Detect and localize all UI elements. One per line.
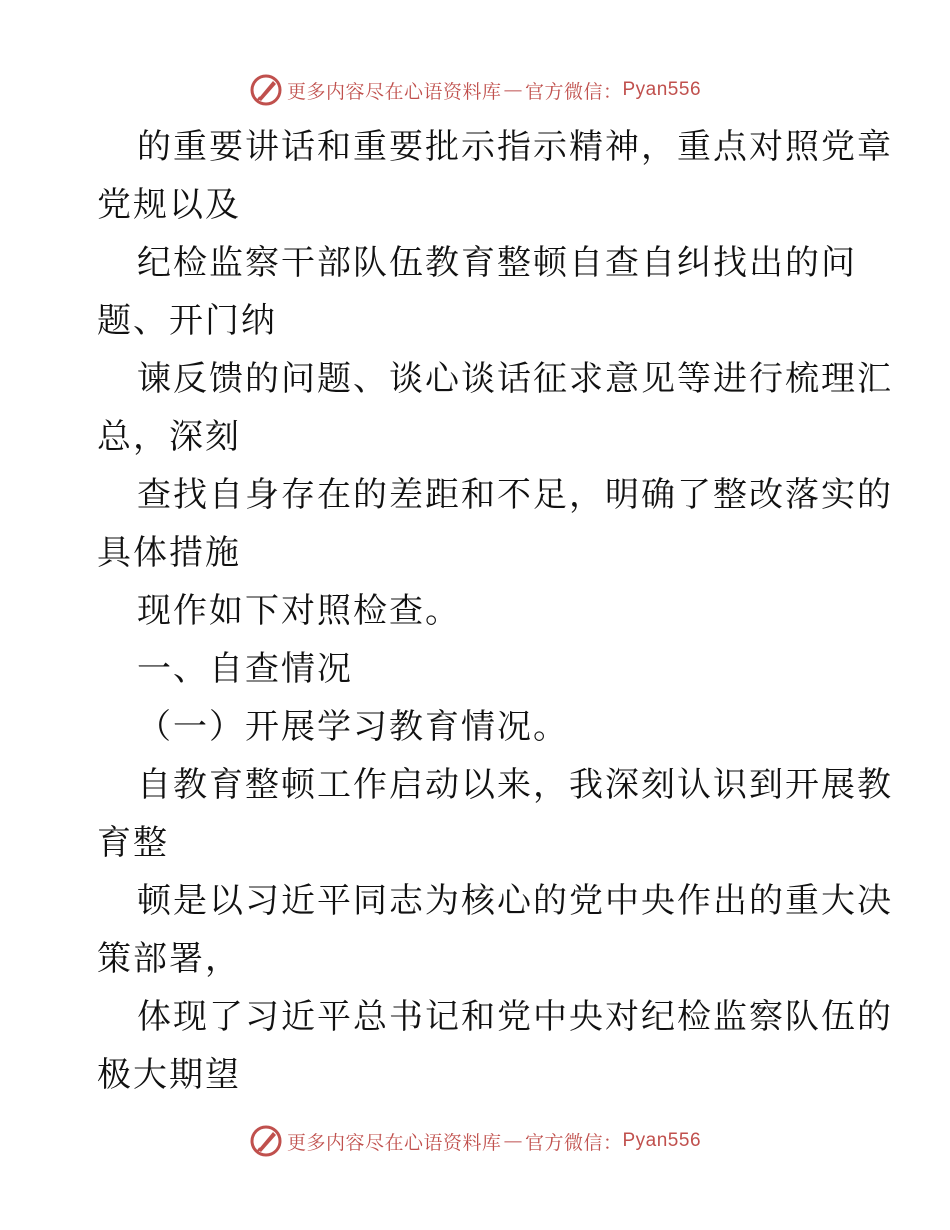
watermark-brand: 更多内容尽在心语资料库 (286, 80, 502, 103)
text-line: （一）开展学习教育情况。 (137, 707, 569, 747)
text-line: 党规以及 (97, 185, 241, 225)
watermark-separator: — (503, 1130, 523, 1152)
watermark-wechat-label: 官方微信： (524, 80, 623, 103)
text-line: 谏反馈的问题、谈心谈话征求意见等进行梳理汇 (137, 359, 893, 399)
watermark-footer (0, 1121, 950, 1161)
text-line: 具体措施 (97, 533, 241, 573)
watermark-brand: 更多内容尽在心语资料库 (286, 1131, 502, 1154)
quill-logo-icon (249, 1124, 283, 1158)
watermark-header (0, 70, 950, 110)
text-line: 总，深刻 (97, 417, 241, 457)
watermark-wechat-id: Pyan556 (622, 1130, 702, 1151)
text-line: 育整 (97, 823, 169, 863)
text-line: 一、自查情况 (137, 649, 353, 689)
document-body (97, 118, 893, 1104)
text-line: 查找自身存在的差距和不足，明确了整改落实的 (137, 475, 893, 515)
watermark-separator: — (503, 79, 523, 101)
text-line: 顿是以习近平同志为核心的党中央作出的重大决 (137, 881, 893, 921)
text-line: 策部署， (97, 939, 241, 979)
text-line: 的重要讲话和重要批示指示精神，重点对照党章 (137, 127, 893, 167)
text-line: 体现了习近平总书记和党中央对纪检监察队伍的 (137, 997, 893, 1037)
text-line: 极大期望 (97, 1055, 241, 1095)
text-line: 纪检监察干部队伍教育整顿自查自纠找出的问 (137, 243, 857, 283)
text-line: 现作如下对照检查。 (137, 591, 461, 631)
watermark-wechat-label: 官方微信： (524, 1131, 623, 1154)
watermark-wechat-id: Pyan556 (622, 79, 702, 100)
text-line: 自教育整顿工作启动以来，我深刻认识到开展教 (137, 765, 893, 805)
text-line: 题、开门纳 (97, 301, 277, 341)
quill-logo-icon (249, 73, 283, 107)
